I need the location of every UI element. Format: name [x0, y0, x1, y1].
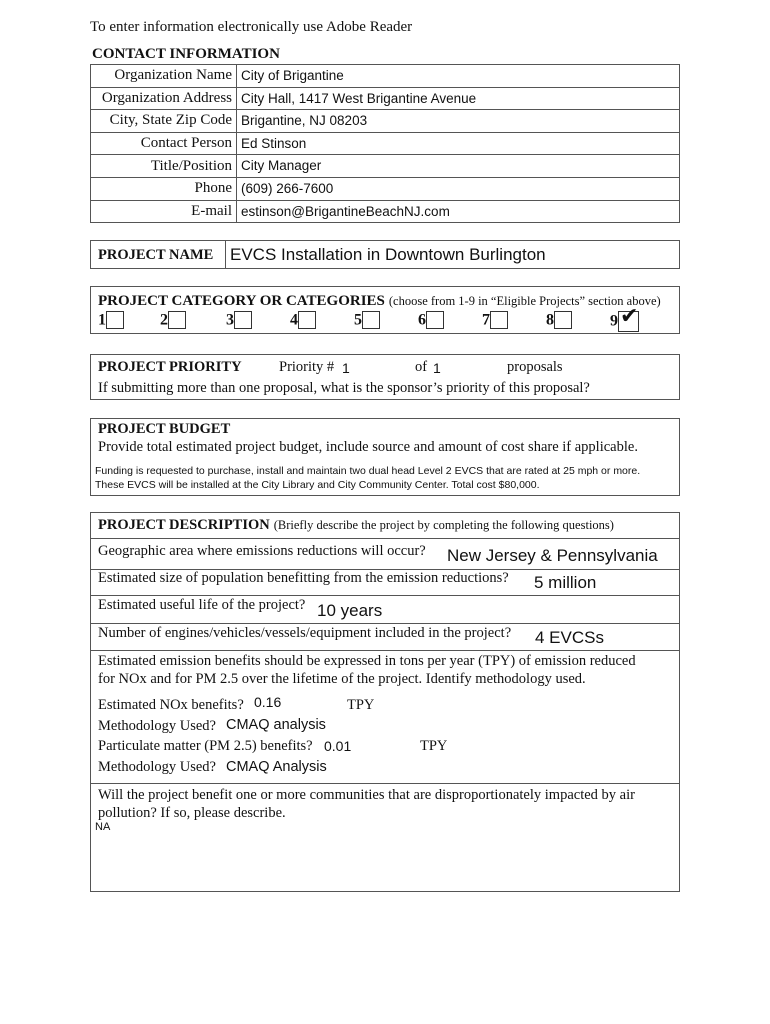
- project-name-field[interactable]: EVCS Installation in Downtown Burlington: [230, 245, 546, 264]
- priority-heading: PROJECT PRIORITY: [98, 359, 242, 375]
- contact-row-organization-address: [91, 87, 680, 110]
- category-checkbox[interactable]: [490, 311, 508, 329]
- project-name-section: [90, 240, 680, 269]
- budget-instruction: Provide total estimated project budget, include source and amount of cost share if applicable.: [98, 439, 638, 455]
- nox-methodology-field[interactable]: CMAQ analysis: [226, 717, 326, 733]
- methodology-label: Methodology Used?: [98, 718, 216, 734]
- contact-person-field[interactable]: Ed Stinson: [237, 132, 680, 155]
- phone-field[interactable]: (609) 266-7600: [237, 177, 680, 200]
- benefits-intro: for NOx and for PM 2.5 over the lifetime of the project. Identify methodology used.: [98, 671, 586, 687]
- contact-row-email: [91, 200, 680, 223]
- category-4[interactable]: [290, 311, 316, 329]
- description-heading: PROJECT DESCRIPTION: [98, 517, 270, 533]
- category-number: 2: [160, 311, 168, 329]
- priority-number-field[interactable]: 1: [342, 360, 350, 376]
- category-header: [98, 292, 661, 310]
- contact-row-title-position: [91, 155, 680, 178]
- category-checkbox[interactable]: [426, 311, 444, 329]
- priority-question: If submitting more than one proposal, what is the sponsor’s priority of this proposal?: [98, 380, 590, 396]
- budget-text-line: These EVCS will be installed at the City Library and City Community Center. Total cost $80,000.: [95, 479, 540, 491]
- form-instruction: To enter information electronically use Adobe Reader: [90, 19, 413, 35]
- description-header: [98, 516, 614, 534]
- category-7[interactable]: [482, 311, 508, 329]
- question-engines: Number of engines/vehicles/vessels/equipment included in the project?: [98, 625, 512, 641]
- useful-life-field[interactable]: 10 years: [317, 601, 383, 620]
- contact-label: Organization Address: [91, 87, 237, 110]
- contact-row-city-state-zip: [91, 110, 680, 133]
- category-5[interactable]: [354, 311, 380, 329]
- category-number: 9: [610, 312, 618, 330]
- budget-heading: PROJECT BUDGET: [98, 421, 231, 437]
- category-number: 8: [546, 311, 554, 329]
- checkmark-icon: ✔: [620, 304, 639, 329]
- nox-benefits-label: Estimated NOx benefits?: [98, 697, 244, 713]
- population-field[interactable]: 5 million: [534, 573, 597, 592]
- question-population: Estimated size of population benefitting from the emission reductions?: [98, 570, 509, 586]
- community-question: pollution? If so, please describe.: [98, 805, 286, 821]
- benefits-intro: Estimated emission benefits should be expressed in tons per year (TPY) of emission reduced: [98, 653, 636, 669]
- budget-text-field[interactable]: [95, 464, 640, 492]
- divider: [91, 783, 679, 784]
- category-number: 6: [418, 311, 426, 329]
- category-2[interactable]: [160, 311, 186, 329]
- email-field[interactable]: estinson@BrigantineBeachNJ.com: [237, 200, 680, 223]
- community-answer-field[interactable]: NA: [95, 821, 111, 833]
- project-name-label: PROJECT NAME: [98, 247, 214, 263]
- methodology-label: Methodology Used?: [98, 759, 216, 775]
- category-9[interactable]: [610, 304, 639, 332]
- budget-text-line: Funding is requested to purchase, install and maintain two dual head Level 2 EVCS that are rated at 25 mph or more.: [95, 465, 641, 477]
- organization-name-field[interactable]: City of Brigantine: [237, 65, 680, 88]
- divider: [91, 538, 679, 539]
- contact-label: Contact Person: [91, 132, 237, 155]
- contact-label: Title/Position: [91, 155, 237, 178]
- nox-benefits-field[interactable]: 0.16: [254, 694, 282, 710]
- category-1[interactable]: [98, 311, 124, 329]
- divider: [91, 595, 679, 596]
- category-6[interactable]: [418, 311, 444, 329]
- contact-heading: CONTACT INFORMATION: [92, 46, 280, 62]
- contact-label: Organization Name: [91, 65, 237, 88]
- question-geographic-area: Geographic area where emissions reductions will occur?: [98, 543, 426, 559]
- category-checkbox[interactable]: [618, 304, 639, 332]
- divider: [225, 240, 226, 269]
- proposals-label: proposals: [507, 359, 563, 375]
- tpy-unit: TPY: [420, 738, 448, 754]
- geographic-area-field[interactable]: New Jersey & Pennsylvania: [447, 546, 658, 565]
- category-number: 5: [354, 311, 362, 329]
- category-number: 7: [482, 311, 490, 329]
- category-checkbox[interactable]: [106, 311, 124, 329]
- description-note: (Briefly describe the project by completing the following questions): [273, 518, 614, 532]
- category-checkbox[interactable]: [298, 311, 316, 329]
- contact-label: Phone: [91, 177, 237, 200]
- project-description-section: [90, 512, 680, 892]
- contact-table: [90, 64, 680, 223]
- project-priority-section: [90, 354, 680, 400]
- city-state-zip-field[interactable]: Brigantine, NJ 08203: [237, 110, 680, 133]
- category-number: 3: [226, 311, 234, 329]
- contact-row-contact-person: [91, 132, 680, 155]
- category-note: (choose from 1-9 in “Eligible Projects” section above): [388, 294, 661, 308]
- category-8[interactable]: [546, 311, 572, 329]
- divider: [91, 650, 679, 651]
- pm-benefits-field[interactable]: 0.01: [324, 738, 352, 754]
- title-position-field[interactable]: City Manager: [237, 155, 680, 178]
- divider: [91, 623, 679, 624]
- priority-label: Priority #: [279, 359, 335, 375]
- project-budget-section: [90, 418, 680, 496]
- contact-row-phone: [91, 177, 680, 200]
- category-checkbox[interactable]: [168, 311, 186, 329]
- contact-label: City, State Zip Code: [91, 110, 237, 133]
- pm-methodology-field[interactable]: CMAQ Analysis: [226, 759, 327, 775]
- category-checkbox[interactable]: [554, 311, 572, 329]
- category-3[interactable]: [226, 311, 252, 329]
- category-checkbox[interactable]: [234, 311, 252, 329]
- of-label: of: [415, 359, 428, 375]
- contact-label: E-mail: [91, 200, 237, 223]
- proposal-count-field[interactable]: 1: [433, 360, 441, 376]
- contact-row-organization-name: [91, 65, 680, 88]
- organization-address-field[interactable]: City Hall, 1417 West Brigantine Avenue: [237, 87, 680, 110]
- category-number: 4: [290, 311, 298, 329]
- category-heading: PROJECT CATEGORY OR CATEGORIES: [98, 293, 385, 309]
- pm-benefits-label: Particulate matter (PM 2.5) benefits?: [98, 738, 313, 754]
- tpy-unit: TPY: [347, 697, 375, 713]
- category-checkbox[interactable]: [362, 311, 380, 329]
- question-useful-life: Estimated useful life of the project?: [98, 597, 306, 613]
- community-question: Will the project benefit one or more communities that are disproportionately impacted by air: [98, 787, 635, 803]
- category-number: 1: [98, 311, 106, 329]
- engines-field[interactable]: 4 EVCSs: [535, 628, 604, 647]
